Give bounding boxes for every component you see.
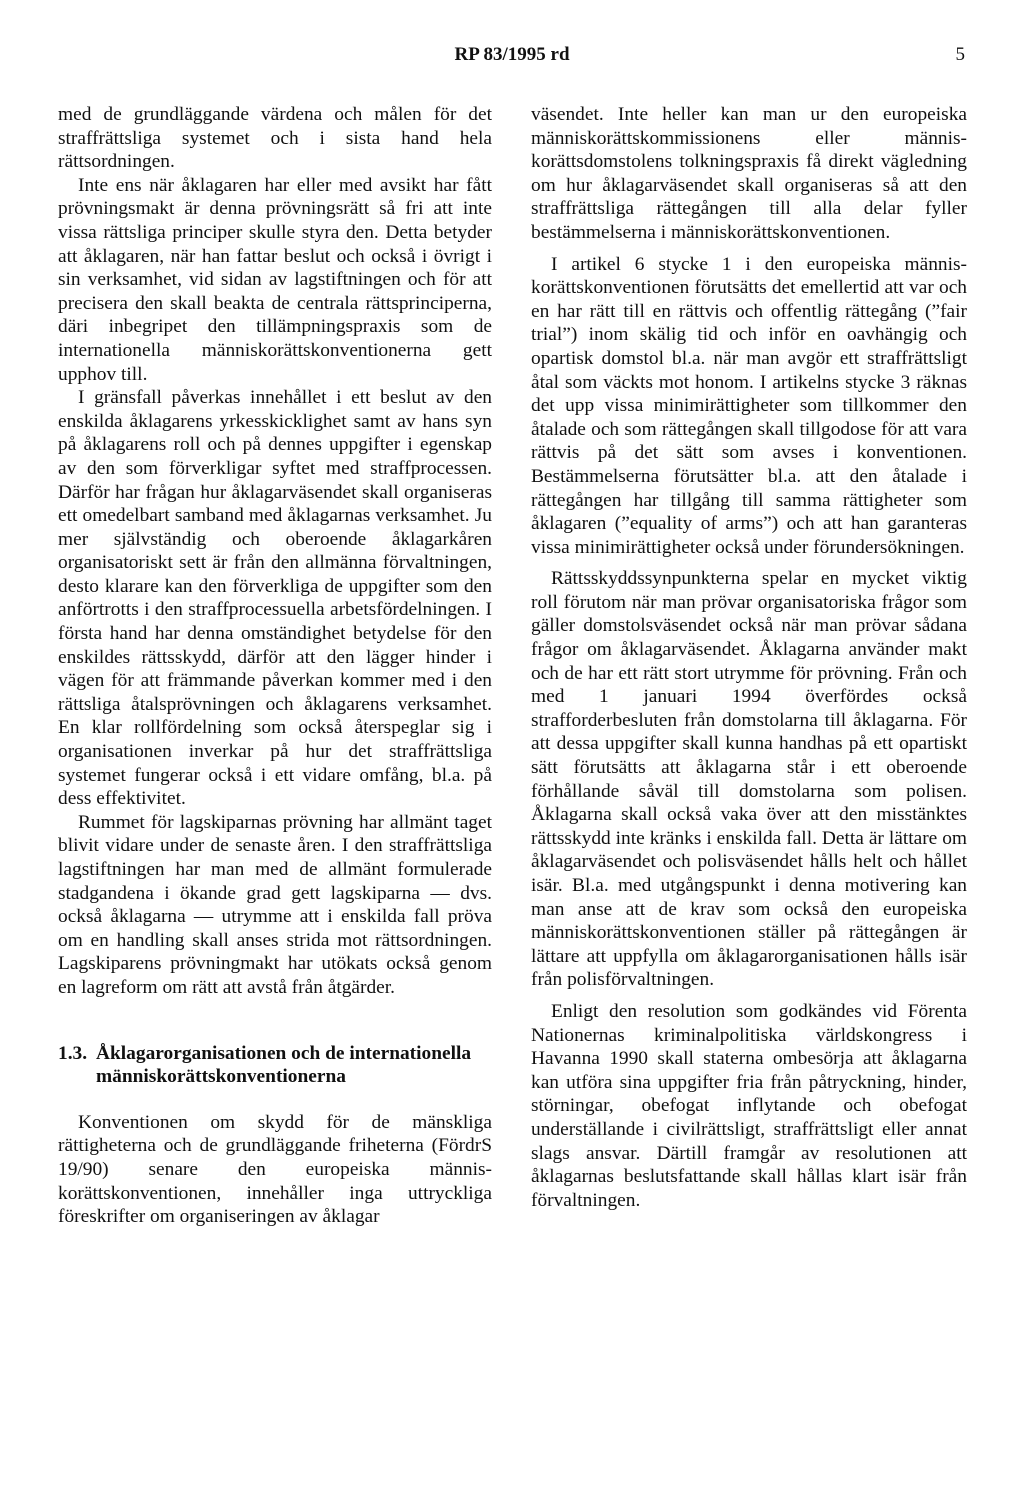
paragraph: Rättsskyddssynpunkterna spelar en mycket viktig roll förutom när man prövar organisatoriska frågor som gäller domstolsväsendet också när man prövar sådana frågor om åklagarväsendet. Åklagarna använder makt och de har ett rätt stort utrymme för prövning. Från och med 1 januari 1994 överfördes också strafforderbesluten från domstolarna till åklagarna. För att dessa uppgifter skall kunna handhas på ett opartiskt sätt förutsätts att åklagarna står i ett oberoende förhållande såväl till domstolarna som polisen. Åklagarna skall också vaka över att den misstänktes rättsskydd inte kränks i enskilda fall. Detta är lättare om åklagarväsendet och polisväsendet hålls helt och hållet isär. Bl.a. med utgångspunkt i denna motivering kan man anse att de krav som också den europeiska människorättskonventionen ställer på rättegången är lättare att uppfylla om åklagarorganisationen hålls isär från polisförvaltningen. <box>531 568 967 991</box>
paragraph: Enligt den resolution som godkändes vid Förenta Nationernas kriminalpolitiska världskongress i Havanna 1990 skall staterna ombesörja att åklagarna kan utföra sina uppgifter fria från påtryckning, hinder, störningar, obefogat inflytande och obefogat underställande i civilrättsligt, straffrättsligt eller annat slags ansvar. Därtill framgår av resolutionen att åklagarnas beslutsfattande skall hållas klart isär från förvaltningen. <box>531 1000 967 1211</box>
paragraph: I gränsfall påverkas innehållet i ett beslut av den enskilda åklagarens yrkesskicklighet samt av hans syn på åklagarens roll och på dennes uppgifter i egenskap av den som förverkligar syftet med straffprocessen. Därför har frågan hur åklagarväsendet skall organiseras ett omedelbart samband med åklagarnas verksamhet. Ju mer självständig och oberoende åklagarkåren organisatoriskt sett är från den allmänna förvaltningen, desto klarare kan den förverkliga de uppgifter som den anförtrotts i den straffprocessuella arbetsfördelningen. I första hand har denna omständighet betydelse för den enskildes rättsskydd, därför att den lägger hinder i vägen för att främmande påverkan kommer med i den rättsliga åtalsprövningen och åklagarens verksamhet. En klar rollfördelning som också återspeglar sig i organisationen inverkar på hur det straffrättsliga systemet fungerar också i ett vidare omfång, bl.a. på dess effektivitet. <box>58 387 492 810</box>
document-reference: RP 83/1995 rd <box>454 44 570 65</box>
page-header <box>0 44 1024 74</box>
section-title: Åklagarorganisationen och de internationella människorättskonventionerna <box>96 1042 472 1088</box>
paragraph: I artikel 6 stycke 1 i den europeiska människorättskonventionen förutsätts det emellertid att var och en har rätt till en rättvis och offentlig rättegång (”fair trial”) inom skälig tid och inför en oavhängig och opartisk domstol bl.a. när man avgör ett straffrättsligt åtal som väckts mot honom. I artikelns stycke 3 räknas det upp vissa minimirättigheter som tillkommer den åtalade och som rättegången skall tillgodose för att vara rättvis på det sätt som avses i konventionen. Bestämmelserna förutsätter bl.a. att den åtalade i rättegången har tillgång till samma rättigheter som åklagaren (”equality of arms”) och att han garanteras vissa minimirättigheter också under förundersökningen. <box>531 253 967 558</box>
left-column <box>58 103 492 1229</box>
right-column <box>531 103 967 1212</box>
paragraph: Rummet för lagskiparnas prövning har allmänt taget blivit vidare under de senaste åren. I den straffrättsliga lagstiftningen har man med de allmänt formulerade stadgandena i ökande grad gett lagskiparna — dvs. också åklagarna — utrymme att i enskilda fall pröva om en handling skall anses strida mot rättsordningen. Lagskiparens prövningmakt har utökats också genom en lagreform om rätt att avstå från åtgärder. <box>58 811 492 998</box>
paragraph: med de grundläggande värdena och målen för det straffrättsliga systemet och i sista hand hela rättsordningen. <box>58 104 492 173</box>
section-number: 1.3. <box>58 1042 88 1064</box>
page-number: 5 <box>955 44 965 65</box>
paragraph: Konventionen om skydd för de mänskliga rättigheterna och de grundläggande friheterna (FördrS 19/90) senare den europeiska människorättskonventionen, innehåller inga uttryckliga föreskrifter om organiseringen av åklagar <box>58 1111 492 1228</box>
paragraph: väsendet. Inte heller kan man ur den europeiska människorättskommissionens eller människorättsdomstolens tolkningspraxis få direkt vägledning om hur åklagarväsendet skall organiseras så att den straffrättsliga rättegången till alla delar fyller bestämmelserna i människorättskonventionen. <box>531 104 967 243</box>
section-heading <box>58 1042 492 1089</box>
paragraph: Inte ens när åklagaren har eller med avsikt har fått prövningsmakt är denna prövningsrätt så fri att inte vissa rättsliga principer skulle styra den. Detta betyder att åklagaren, när han fattar beslut och också i övrigt i sin verksamhet, vid sidan av lagstiftningen och för att precisera den skall beakta de centrala rättsprinciperna, däri inbegripet den tillämpningspraxis som de internationella människorättskonventionerna gett upphov till. <box>58 174 492 385</box>
